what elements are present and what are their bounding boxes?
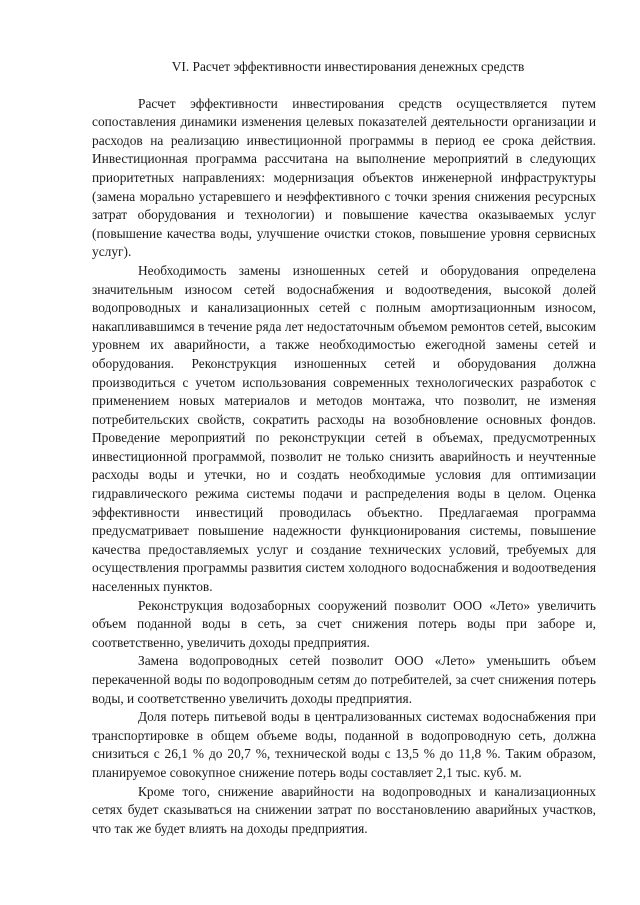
document-page bbox=[92, 58, 596, 838]
paragraph-water-losses: Доля потерь питьевой воды в централизованных системах водоснабжения при транспортировке в общем объеме воды, поданной в водопроводную сеть, должна снизиться с 26,1 % до 20,7 %, технической воды с 13,5 % до 11,8 %. Таким образом, планируемое совокупное снижение потерь воды составляет 2,1 тыс. куб. м. bbox=[92, 709, 596, 780]
paragraph-accident-reduction: Кроме того, снижение аварийности на водопроводных и канализационных сетях будет сказываться на снижении затрат по восстановлению аварийных участков, что так же будет влиять на доходы предприятия. bbox=[92, 783, 596, 836]
paragraph-efficiency-calculation: Расчет эффективности инвестирования средств осуществляется путем сопоставления динамики изменения целевых показателей деятельности организации и расходов на реализацию инвестиционной программы в период ее срока действия. Инвестиционная программа рассчитана на выполнение мероприятий в следующих приоритетных направлениях: модернизация объектов инженерной инфраструктуры (замена морально устаревшего и неэффективного с точки зрения снижения ресурсных затрат оборудования и технологии) и повышение качества оказываемых услуг (повышение качества воды, улучшение очистки стоков, повышение уровня сервисных услуг). bbox=[92, 95, 596, 260]
paragraph-intake-reconstruction: Реконструкция водозаборных сооружений позволит ООО «Лето» увеличить объем поданной воды в сеть, за счет снижения потерь воды при заборе и, соответственно, увеличить доходы предприятия. bbox=[92, 597, 596, 650]
paragraph-pipe-replacement: Замена водопроводных сетей позволит ООО «Лето» уменьшить объем перекаченной воды по водопроводным сетям до потребителей, за счет снижения потерь воды, и соответственно увеличить доходы предприятия. bbox=[92, 653, 596, 706]
section-heading: VI. Расчет эффективности инвестирования денежных средств bbox=[171, 59, 525, 74]
paragraph-network-replacement: Необходимость замены изношенных сетей и оборудования определена значительным износом сетей водоснабжения и водоотведения, высокой долей водопроводных и канализационных сетей с полным амортизационным износом, накапливавшимся в течение ряда лет недостаточным объемом ремонтов сетей, высоким уровнем их аварийности, а также необходимостью ежегодной замены сетей и оборудования. Реконструкция изношенных сетей и оборудования должна производиться с учетом использования современных технологических разработок с применением новых материалов и методов монтажа, что позволит, не изменяя потребительских свойств, сократить расходы на возобновление основных фондов. Проведение мероприятий по реконструкции сетей в объемах, предусмотренных инвестиционной программой, позволит не только снизить аварийность и неучтенные расходы воды и утечки, но и создать необходимые условия для оптимизации гидравлического режима системы подачи и распределения воды в целом. Оценка эффективности инвестиций проводилась объектно. Предлагаемая программа предусматривает повышение надежности функционирования системы, повышение качества предоставляемых услуг и создание технических условий, требуемых для осуществления программы развития систем холодного водоснабжения и водоотведения населенных пунктов. bbox=[92, 262, 596, 595]
